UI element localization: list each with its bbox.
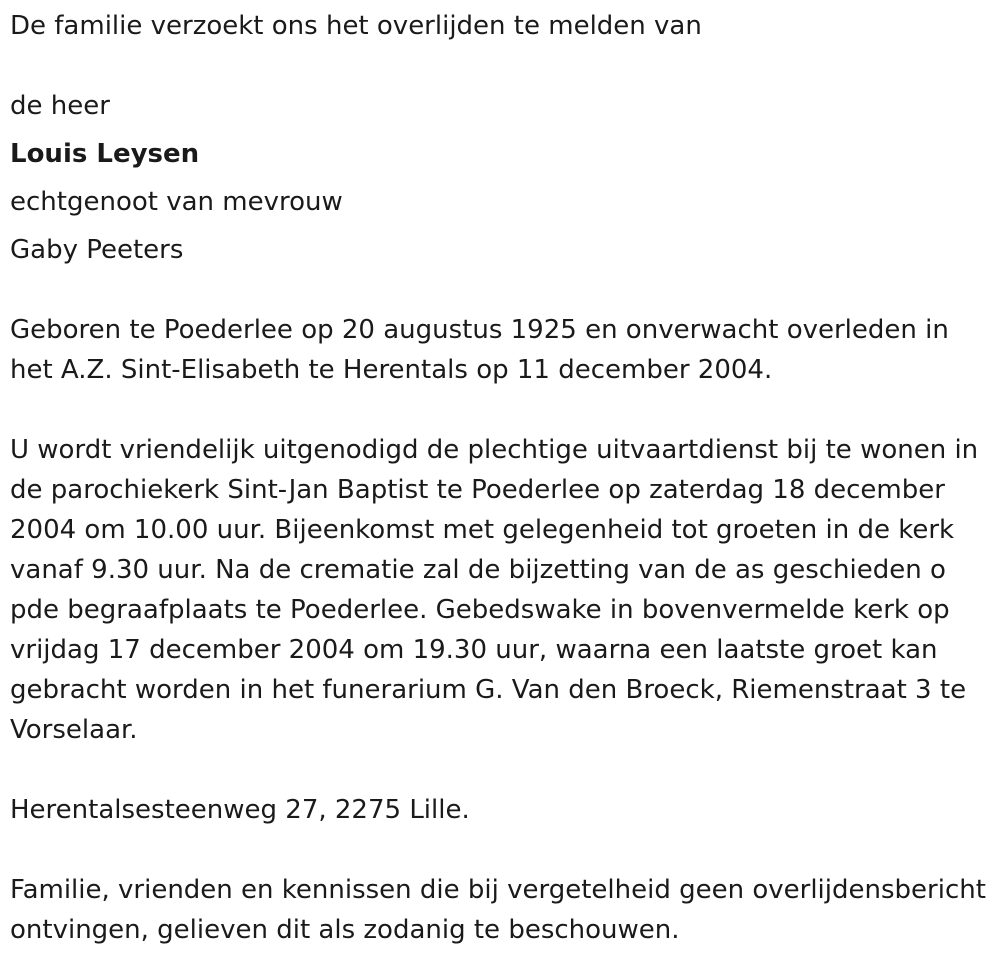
intro-text: De familie verzoekt ons het overlijden te melden van	[10, 11, 702, 41]
spouse-label: echtgenoot van mevrouw	[10, 187, 343, 217]
honorific: de heer	[10, 91, 110, 121]
closing-paragraph: Familie, vrienden en kennissen die bij vergetelheid geen overlijdensbericht ontvingen, gelieven dit als zodanig te beschouwen.	[10, 875, 986, 945]
address-line: Herentalsesteenweg 27, 2275 Lille.	[10, 795, 470, 825]
deceased-name: Louis Leysen	[10, 139, 200, 169]
obituary-notice	[10, 6, 995, 950]
birth-death-paragraph: Geboren te Poederlee op 20 augustus 1925 en onverwacht overleden in het A.Z. Sint-Elisabeth te Herentals op 11 december 2004.	[10, 315, 949, 385]
spouse-name: Gaby Peeters	[10, 235, 184, 265]
ceremony-paragraph: U wordt vriendelijk uitgenodigd de plechtige uitvaartdienst bij te wonen in de parochiekerk Sint-Jan Baptist te Poederlee op zaterdag 18 december 2004 om 10.00 uur. Bijeenkomst met gelegenheid tot groeten in de kerk vanaf 9.30 uur. Na de crematie zal de bijzetting van de as geschieden o pde begraafplaats te Poederlee. Gebedswake in bovenvermelde kerk op vrijdag 17 december 2004 om 19.30 uur, waarna een laatste groet kan gebracht worden in het funerarium G. Van den Broeck, Riemenstraat 3 te Vorselaar.	[10, 435, 979, 745]
